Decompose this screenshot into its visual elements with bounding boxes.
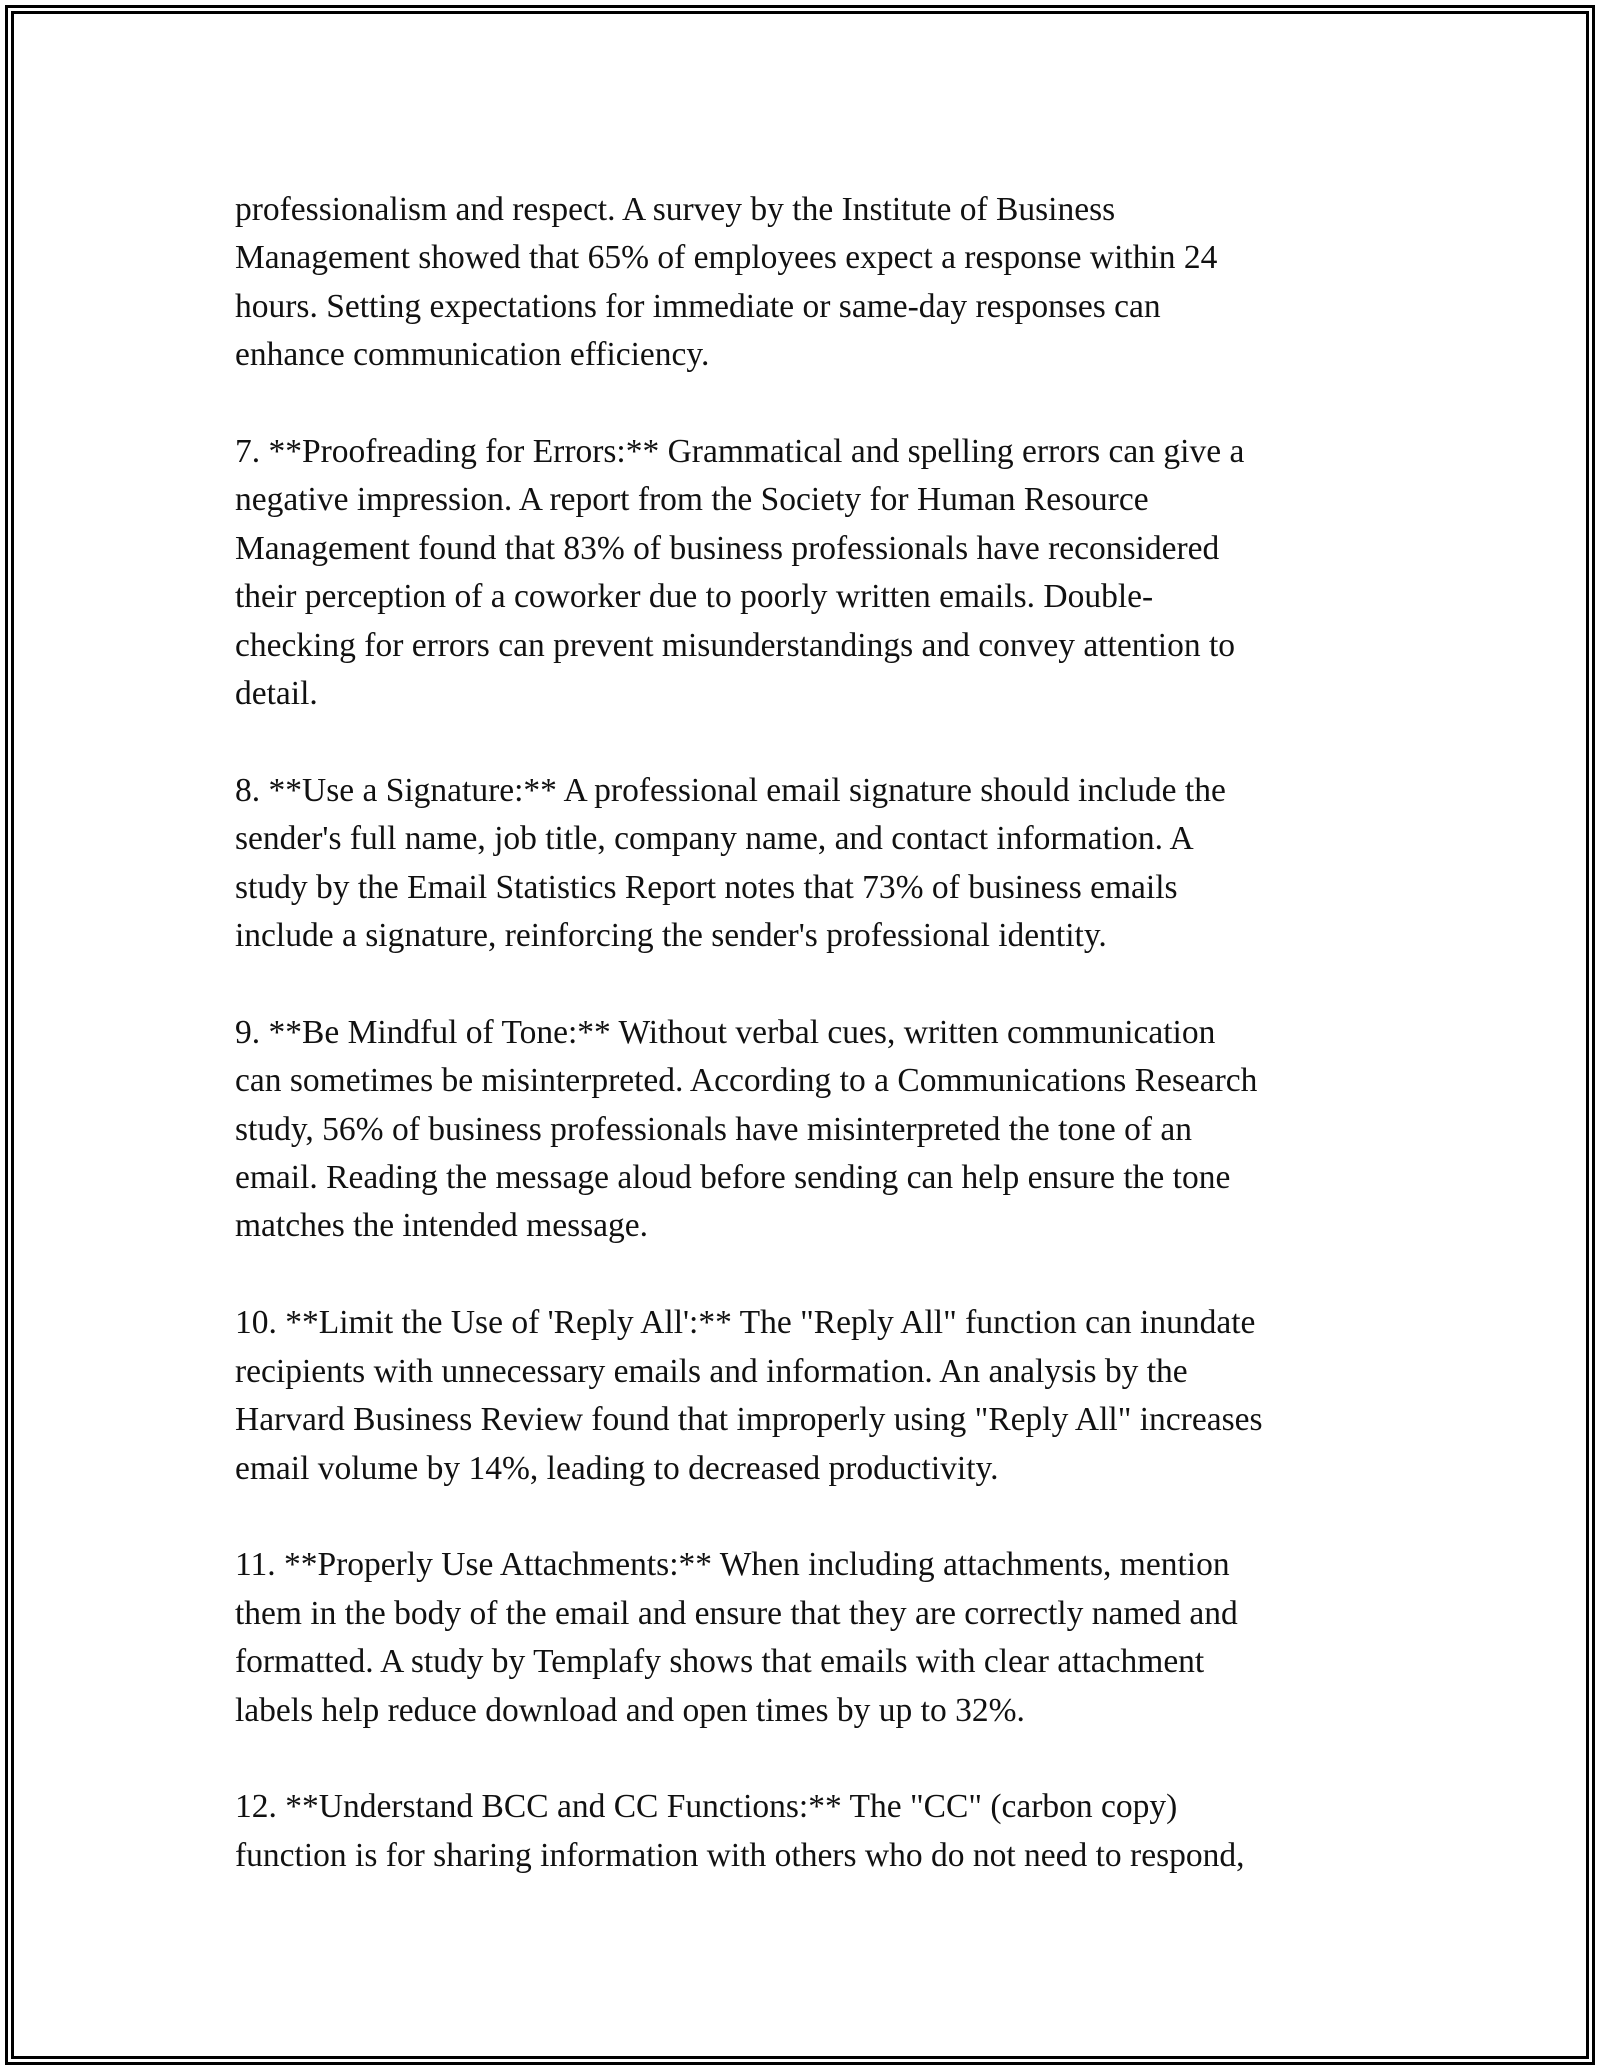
text-line: email volume by 14%, leading to decreased productivity. bbox=[235, 1449, 999, 1487]
text-line: Management found that 83% of business professionals have reconsidered bbox=[235, 529, 1220, 567]
text-line: checking for errors can prevent misunderstandings and convey attention to bbox=[235, 626, 1236, 664]
text-line: enhance communication efficiency. bbox=[235, 336, 710, 374]
text-line: their perception of a coworker due to poorly written emails. Double- bbox=[235, 578, 1154, 616]
text-line: 11. **Properly Use Attachments:** When including attachments, mention bbox=[235, 1546, 1230, 1584]
paragraph-reply-all bbox=[235, 1299, 1385, 1493]
text-line: Harvard Business Review found that improperly using "Reply All" increases bbox=[235, 1401, 1263, 1439]
text-line: function is for sharing information with others who do not need to respond, bbox=[235, 1836, 1245, 1874]
text-line: include a signature, reinforcing the sender's professional identity. bbox=[235, 917, 1107, 955]
text-line: hours. Setting expectations for immediate or same-day responses can bbox=[235, 287, 1161, 325]
paragraph-bcc-cc bbox=[235, 1783, 1385, 1880]
text-line: Management showed that 65% of employees expect a response within 24 bbox=[235, 239, 1218, 277]
text-line: 7. **Proofreading for Errors:** Grammatical and spelling errors can give a bbox=[235, 433, 1245, 471]
paragraph-signature bbox=[235, 767, 1385, 961]
text-line: recipients with unnecessary emails and information. An analysis by the bbox=[235, 1352, 1188, 1390]
document-body bbox=[235, 186, 1385, 1929]
text-line: them in the body of the email and ensure that they are correctly named and bbox=[235, 1594, 1238, 1632]
text-line: professionalism and respect. A survey by the Institute of Business bbox=[235, 191, 1116, 228]
text-line: formatted. A study by Templafy shows that emails with clear attachment bbox=[235, 1643, 1205, 1681]
text-line: 10. **Limit the Use of 'Reply All':** The "Reply All" function can inundate bbox=[235, 1304, 1256, 1342]
paragraph-proofreading bbox=[235, 428, 1385, 718]
text-line: email. Reading the message aloud before sending can help ensure the tone bbox=[235, 1159, 1231, 1197]
text-line: study, 56% of business professionals have misinterpreted the tone of an bbox=[235, 1110, 1193, 1148]
text-line: matches the intended message. bbox=[235, 1207, 649, 1245]
paragraph-tone bbox=[235, 1009, 1385, 1251]
text-line: negative impression. A report from the Society for Human Resource bbox=[235, 481, 1149, 519]
text-line: labels help reduce download and open times by up to 32%. bbox=[235, 1691, 1025, 1729]
text-line: 12. **Understand BCC and CC Functions:** The "CC" (carbon copy) bbox=[235, 1788, 1178, 1826]
text-line: detail. bbox=[235, 675, 318, 713]
text-line: 9. **Be Mindful of Tone:** Without verbal cues, written communication bbox=[235, 1013, 1216, 1051]
paragraph-attachments bbox=[235, 1541, 1385, 1735]
text-line: sender's full name, job title, company name, and contact information. A bbox=[235, 820, 1194, 858]
text-line: study by the Email Statistics Report notes that 73% of business emails bbox=[235, 868, 1178, 906]
paragraph-response-time bbox=[235, 186, 1385, 380]
text-line: can sometimes be misinterpreted. According to a Communications Research bbox=[235, 1062, 1258, 1100]
text-line: 8. **Use a Signature:** A professional email signature should include the bbox=[235, 771, 1226, 809]
